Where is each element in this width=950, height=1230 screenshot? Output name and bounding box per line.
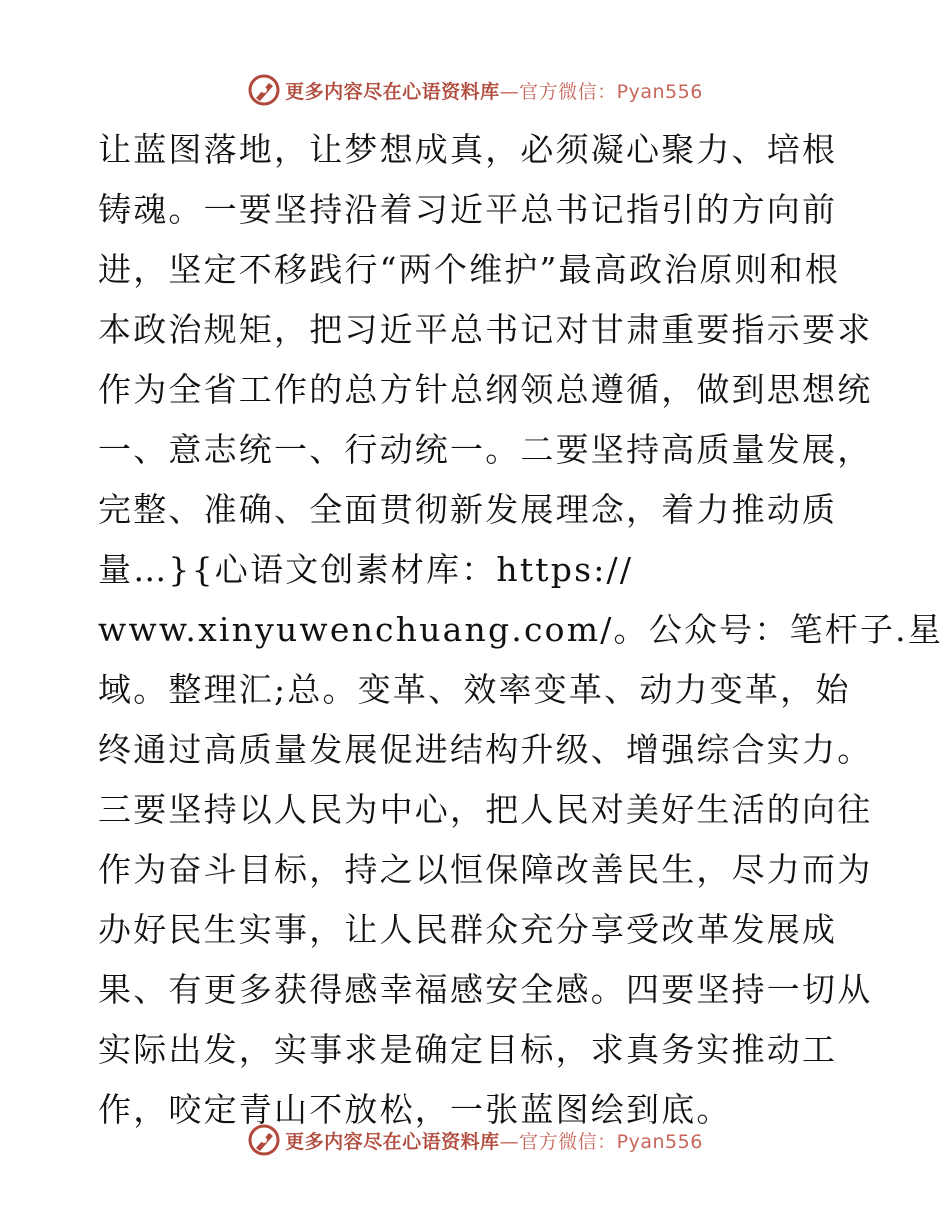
body-line: 让蓝图落地，让梦想成真，必须凝心聚力、培根 [98,130,838,169]
body-line: www.xinyuwenchuang.com/。公众号：笔杆子.星 [98,610,944,649]
body-line: 终通过高质量发展促进结构升级、增强综合实力。 [98,730,873,769]
body-line: 量…}{心语文创素材库：https:// [98,550,634,589]
body-line: 果、有更多获得感幸福感安全感。四要坚持一切从 [98,970,873,1009]
footer-banner-separator: — [499,1130,520,1153]
body-line: 进，坚定不移践行“两个维护”最高政治原则和根 [98,250,841,289]
body-line: 本政治规矩，把习近平总书记对甘肃重要指示要求 [98,310,873,349]
body-line: 作为全省工作的总方针总纲领总遵循，做到思想统 [98,370,873,409]
body-line: 三要坚持以人民为中心，把人民对美好生活的向往 [98,790,873,829]
body-line: 域。整理汇;总。变革、效率变革、动力变革，始 [98,670,851,709]
pen-logo-icon [247,73,281,107]
body-line: 作，咬定青山不放松，一张蓝图绘到底。 [98,1090,732,1129]
body-line: 办好民生实事，让人民群众充分享受改革发展成 [98,910,838,949]
body-line: 铸魂。一要坚持沿着习近平总书记指引的方向前 [98,190,838,229]
body-line: 一、意志统一、行动统一。二要坚持高质量发展， [98,430,873,469]
footer-banner-contact: 官方微信：Pyan556 [519,1130,703,1153]
pen-logo-icon [247,1123,281,1157]
header-banner-main: 更多内容尽在心语资料库 [285,80,500,103]
body-line: 实际出发，实事求是确定目标，求真务实推动工 [98,1030,838,1069]
body-line: 作为奋斗目标，持之以恒保障改善民生，尽力而为 [98,850,873,889]
body-line: 完整、准确、全面贯彻新发展理念，着力推动质 [98,490,838,529]
header-banner-contact: 官方微信：Pyan556 [519,80,703,103]
footer-banner-main: 更多内容尽在心语资料库 [285,1130,500,1153]
header-banner-text [285,77,703,104]
header-watermark-banner [0,70,950,110]
footer-watermark-banner [0,1120,950,1160]
footer-banner-text [285,1127,703,1154]
document-body [98,120,944,1140]
header-banner-separator: — [499,80,520,103]
